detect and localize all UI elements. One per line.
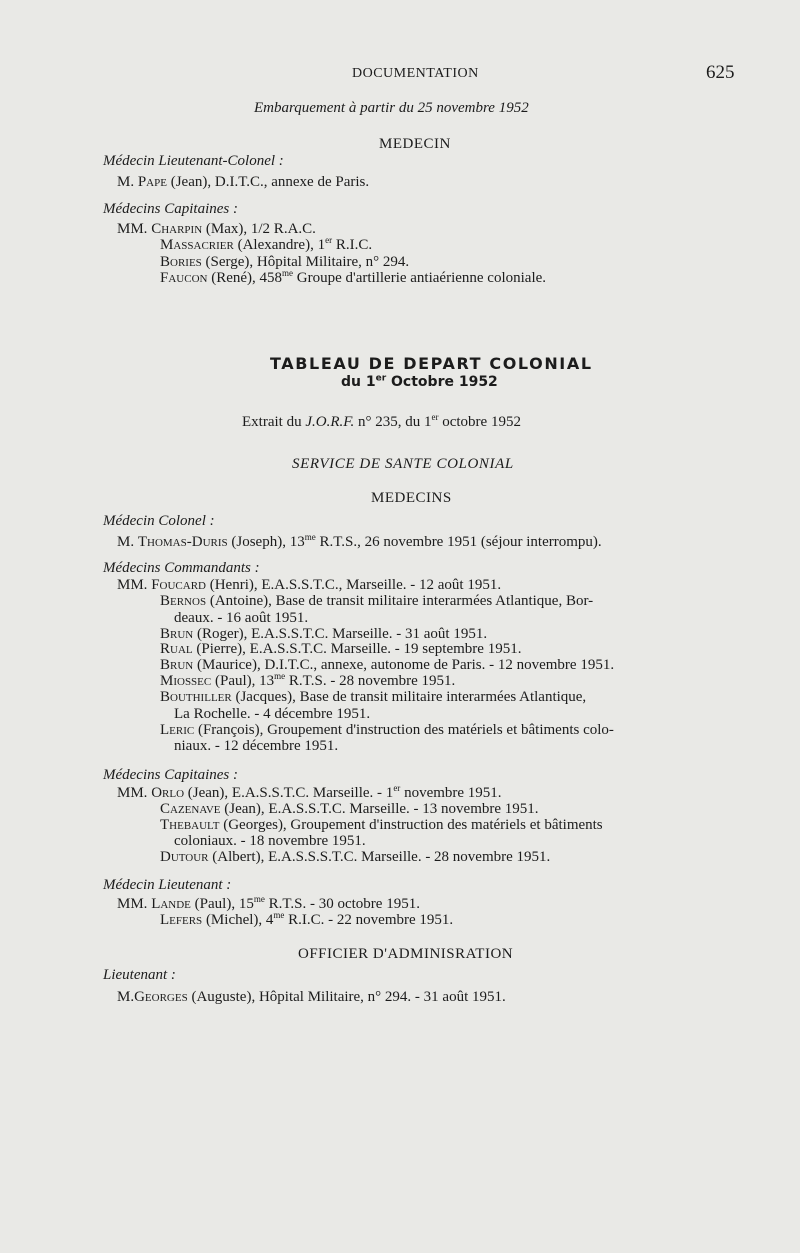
personnel-entry: Miossec (Paul), $13^{me}$ R.T.S. - 28 novembre 1951. <box>160 671 456 689</box>
personnel-entry: MM. Orlo (Jean), E.A.S.S.T.C. Marseille. - 1er novembre 1951. <box>117 783 502 801</box>
section-heading-officier: OFFICIER D'ADMINISRATION <box>298 946 514 962</box>
personnel-entry: Bouthiller (Jacques), Base de transit militaire interarmées Atlantique, <box>160 689 587 705</box>
personnel-entry: MM. Charpin (Max), 1/2 R.A.C. <box>117 221 316 237</box>
category-label: Médecins Capitaines : <box>103 201 238 217</box>
personnel-entry-continuation: deaux. - 16 août 1951. <box>174 610 309 626</box>
category-label: Médecins Commandants : <box>103 560 260 576</box>
page-number: 625 <box>706 62 735 83</box>
embarkation-subtitle: Embarquement à partir du 25 novembre 1952 <box>254 100 529 116</box>
section-heading-medecins: MEDECINS <box>371 490 452 506</box>
personnel-entry: Bories (Serge), Hôpital Militaire, n° 294. <box>160 254 410 270</box>
tableau-title: TABLEAU DE DEPART COLONIAL <box>270 354 593 373</box>
personnel-entry: Massacrier (Alexandre), 1er R.I.C. <box>160 235 373 253</box>
personnel-entry: Faucon (René), $458^{me}$ Groupe d'artillerie antiaérienne coloniale. <box>160 268 547 286</box>
extrait-line: Extrait du J.O.R.F. n° 235, du 1er octobre 1952 <box>242 412 521 430</box>
personnel-entry: Dutour (Albert), E.A.S.S.S.T.C. Marseille. - 28 novembre 1951. <box>160 849 551 865</box>
running-header: DOCUMENTATION <box>352 66 479 81</box>
personnel-entry: M. Pape (Jean), D.I.T.C., annexe de Paris. <box>117 174 370 190</box>
category-label: Médecins Capitaines : <box>103 767 238 783</box>
personnel-entry: Brun (Maurice), D.I.T.C., annexe, autonome de Paris. - 12 novembre 1951. <box>160 657 615 673</box>
personnel-entry: Thebault (Georges), Groupement d'instruction des matériels et bâtiments <box>160 817 603 833</box>
personnel-entry: Cazenave (Jean), E.A.S.S.T.C. Marseille. - 13 novembre 1951. <box>160 801 539 817</box>
personnel-entry: M. Thomas-Duris (Joseph), $13^{me}$ R.T.S., 26 novembre 1951 (séjour interrompu). <box>117 532 602 550</box>
category-label: Médecin Lieutenant-Colonel : <box>103 153 284 169</box>
personnel-entry: Rual (Pierre), E.A.S.S.T.C. Marseille. - 19 septembre 1951. <box>160 641 522 657</box>
category-label: Médecin Colonel : <box>103 513 215 529</box>
category-label: Lieutenant : <box>103 967 176 983</box>
personnel-entry: Brun (Roger), E.A.S.S.T.C. Marseille. - 31 août 1951. <box>160 626 488 642</box>
tableau-date: du 1er Octobre 1952 <box>341 373 498 390</box>
personnel-entry: M.Georges (Auguste), Hôpital Militaire, n° 294. - 31 août 1951. <box>117 989 506 1005</box>
personnel-entry-continuation: niaux. - 12 décembre 1951. <box>174 738 339 754</box>
personnel-entry: MM. Lande (Paul), $15^{me}$ R.T.S. - 30 octobre 1951. <box>117 894 420 912</box>
personnel-entry: Leric (François), Groupement d'instruction des matériels et bâtiments colo- <box>160 722 614 738</box>
service-title: SERVICE DE SANTE COLONIAL <box>292 456 514 472</box>
personnel-entry-continuation: coloniaux. - 18 novembre 1951. <box>174 833 366 849</box>
section-heading-medecin: MEDECIN <box>379 136 451 152</box>
personnel-entry: Bernos (Antoine), Base de transit militaire interarmées Atlantique, Bor- <box>160 593 594 609</box>
personnel-entry-continuation: La Rochelle. - 4 décembre 1951. <box>174 706 371 722</box>
category-label: Médecin Lieutenant : <box>103 877 232 893</box>
personnel-entry: Lefers (Michel), $4^{me}$ R.I.C. - 22 novembre 1951. <box>160 910 454 928</box>
personnel-entry: MM. Foucard (Henri), E.A.S.S.T.C., Marseille. - 12 août 1951. <box>117 577 502 593</box>
